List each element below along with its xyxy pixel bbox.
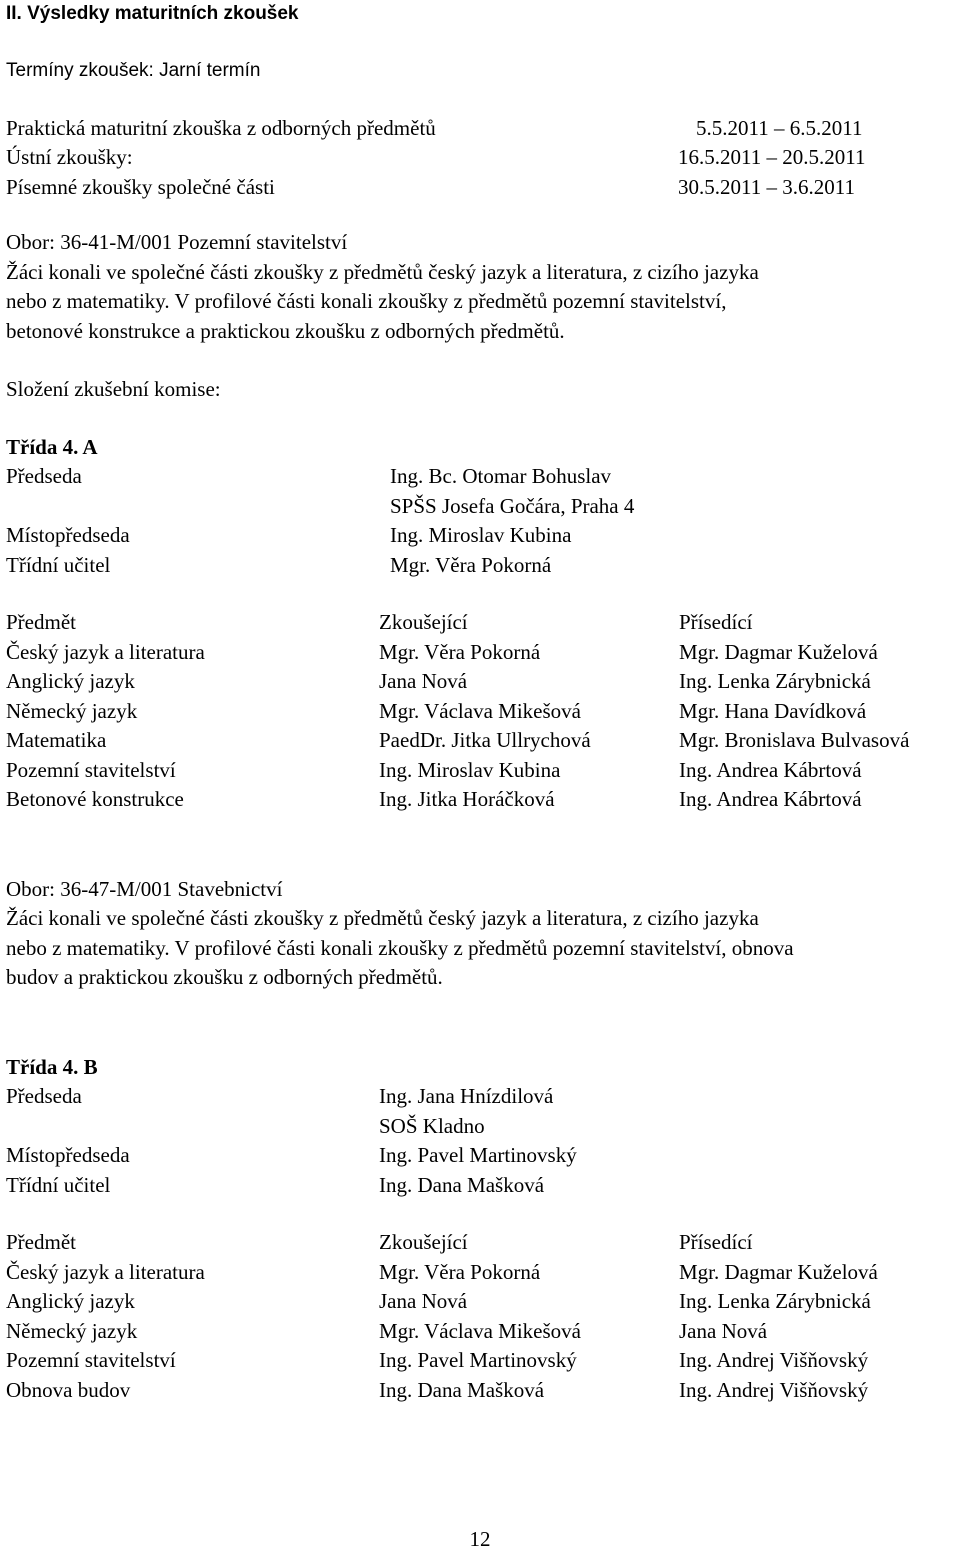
table-row [6,697,956,727]
committee-row [6,1082,956,1112]
committee-school: SPŠS Josefa Gočára, Praha 4 [390,493,635,518]
terms-dates: 16.5.2011 – 20.5.2011 [678,145,866,169]
assessor-cell: Ing. Lenka Zárybnická [679,669,871,693]
assessor-cell: Ing. Andrea Kábrtová [679,757,862,782]
class-heading: Třída 4. B [6,1054,98,1079]
obor-text-line: budov a praktickou zkoušku z odborných předmětů. [6,965,443,989]
examiner-cell: PaedDr. Jitka Ullrychová [379,728,591,752]
composition-title: Složení zkušební komise: [6,377,221,401]
document-page [6,0,956,1405]
committee-row [6,551,956,581]
terms-label: Ústní zkoušky: [6,145,133,169]
assessor-cell: Ing. Andrej Višňovský [679,1377,869,1402]
committee-row [6,462,956,492]
assessor-cell: Mgr. Hana Davídková [679,698,867,723]
obor-text-line: betonové konstrukce a praktickou zkoušku z odborných předmětů. [6,318,565,343]
obor-text-line: nebo z matematiky. V profilové části konali zkoušky z předmětů pozemní stavitelství, [6,289,727,313]
committee-row [6,492,956,522]
committee-name: Ing. Pavel Martinovský [379,1143,577,1167]
column-header: Zkoušející [379,610,468,634]
examiner-cell: Ing. Pavel Martinovský [379,1348,577,1372]
committee-row [6,1112,956,1142]
subject-cell: Pozemní stavitelství [6,1348,176,1372]
subject-cell: Český jazyk a literatura [6,639,205,664]
table-row [6,1376,956,1406]
subject-cell: Betonové konstrukce [6,787,184,811]
table-row [6,756,956,786]
obor-text-line: Žáci konali ve společné části zkoušky z předmětů český jazyk a literatura, z cizího jazyka [6,259,759,284]
column-header: Předmět [6,610,76,634]
table-row [6,667,956,697]
committee-role: Předseda [6,1084,82,1108]
table-row [6,1258,956,1288]
committee-school: SOŠ Kladno [379,1113,485,1138]
table-row [6,638,956,668]
terms-label: Praktická maturitní zkouška z odborných předmětů [6,115,436,140]
subject-cell: Obnova budov [6,1377,131,1402]
table-row [6,785,956,815]
committee-name: Ing. Miroslav Kubina [390,523,572,547]
committee-role: Místopředseda [6,523,130,547]
table-header-row [6,1228,956,1258]
column-header: Zkoušející [379,1230,468,1254]
examiner-cell: Jana Nová [379,1289,468,1313]
committee-role: Třídní učitel [6,1172,111,1197]
terms-title: Termíny zkoušek: Jarní termín [6,60,261,81]
committee-name: Ing. Dana Mašková [379,1172,545,1197]
examiner-cell: Mgr. Věra Pokorná [379,639,541,664]
terms-row [6,114,956,144]
assessor-cell: Ing. Andrej Višňovský [679,1348,869,1372]
obor-heading: Obor: 36-41-M/001 Pozemní stavitelství [6,230,348,254]
examiner-cell: Mgr. Věra Pokorná [379,1259,541,1284]
terms-row [6,143,956,173]
assessor-cell: Jana Nová [679,1318,768,1343]
class-heading: Třída 4. A [6,434,98,459]
subject-cell: Anglický jazyk [6,669,135,693]
subject-cell: Německý jazyk [6,1318,138,1343]
subject-cell: Německý jazyk [6,698,138,723]
table-row [6,1346,956,1376]
committee-row [6,1141,956,1171]
column-header: Přísedící [679,610,753,634]
obor-text-line: Žáci konali ve společné části zkoušky z předmětů český jazyk a literatura, z cizího jazyka [6,906,759,930]
assessor-cell: Mgr. Dagmar Kuželová [679,1259,878,1284]
obor-heading: Obor: 36-47-M/001 Stavebnictví [6,876,283,901]
examiner-cell: Mgr. Václava Mikešová [379,698,581,723]
subject-cell: Anglický jazyk [6,1289,135,1313]
terms-dates: 5.5.2011 – 6.5.2011 [696,115,863,140]
column-header: Přísedící [679,1230,753,1254]
committee-name: Ing. Bc. Otomar Bohuslav [390,464,612,488]
column-header: Předmět [6,1230,76,1254]
assessor-cell: Ing. Andrea Kábrtová [679,787,862,811]
committee-row [6,1171,956,1201]
examiner-cell: Ing. Dana Mašková [379,1377,545,1402]
assessor-cell: Mgr. Dagmar Kuželová [679,639,878,664]
examiner-cell: Ing. Miroslav Kubina [379,757,561,782]
terms-row [6,173,956,203]
table-row [6,726,956,756]
examiner-cell: Mgr. Václava Mikešová [379,1318,581,1343]
table-row [6,1317,956,1347]
examiner-cell: Jana Nová [379,669,468,693]
table-row [6,1287,956,1317]
committee-role: Místopředseda [6,1143,130,1167]
terms-label: Písemné zkoušky společné části [6,174,275,199]
examiner-cell: Ing. Jitka Horáčková [379,787,555,811]
assessor-cell: Ing. Lenka Zárybnická [679,1289,871,1313]
committee-role: Předseda [6,464,82,488]
subject-cell: Pozemní stavitelství [6,757,176,782]
terms-dates: 30.5.2011 – 3.6.2011 [678,174,855,199]
committee-name: Ing. Jana Hnízdilová [379,1084,554,1108]
assessor-cell: Mgr. Bronislava Bulvasová [679,728,910,752]
subject-cell: Matematika [6,728,107,752]
section-heading: II. Výsledky maturitních zkoušek [6,3,299,24]
obor-text-line: nebo z matematiky. V profilové části konali zkoušky z předmětů pozemní stavitelství, obnova [6,935,794,960]
subject-cell: Český jazyk a literatura [6,1259,205,1284]
committee-row [6,521,956,551]
page-number: 12 [469,1527,491,1551]
committee-role: Třídní učitel [6,552,111,577]
committee-name: Mgr. Věra Pokorná [390,552,552,577]
table-header-row [6,608,956,638]
